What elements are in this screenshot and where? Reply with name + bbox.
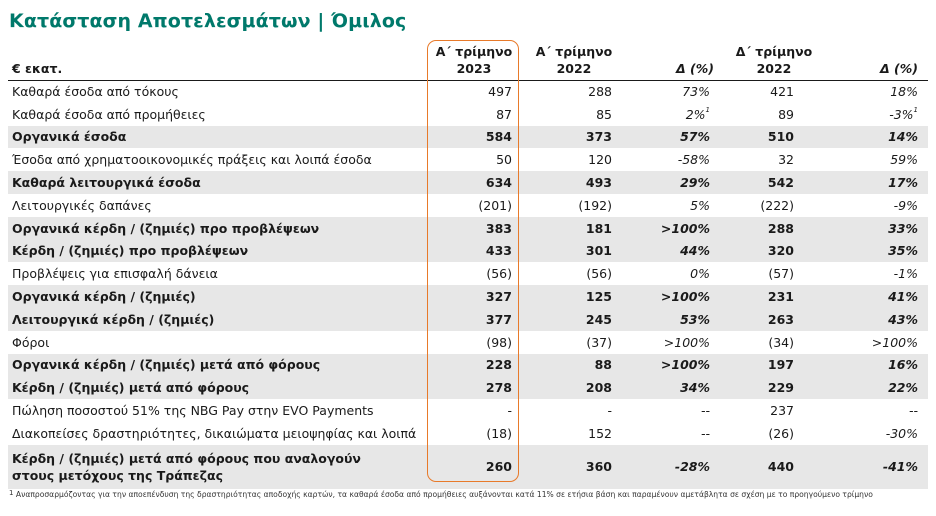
- delta-yoy: 57%: [680, 129, 710, 145]
- table-row: [8, 331, 928, 354]
- value-q4-2022: 89: [778, 106, 794, 122]
- delta-qoq: -3%$^1$: [889, 105, 918, 122]
- delta-qoq: 43%: [888, 311, 918, 327]
- header-q1-2022: Α΄ τρίμηνο 2022: [535, 43, 613, 76]
- row-label: Πώληση ποσοστού 51% της NBG Pay στην EVO Payments: [12, 403, 374, 419]
- delta-qoq: 41%: [888, 289, 918, 305]
- delta-yoy: --: [700, 403, 710, 419]
- row-label: Καθαρά έσοδα από προμήθειες: [12, 106, 206, 122]
- row-label: Οργανικά κέρδη / (ζημιές) μετά από φόρους: [12, 357, 321, 373]
- table-row: [8, 217, 928, 240]
- row-label: Οργανικά κέρδη / (ζημιές): [12, 289, 196, 305]
- income-statement-table: [8, 40, 928, 489]
- delta-qoq: 22%: [888, 380, 918, 396]
- value-q1-2023: 383: [485, 220, 512, 236]
- delta-qoq: -41%: [882, 459, 918, 475]
- value-q4-2022: 237: [770, 403, 794, 419]
- value-q1-2022: 152: [588, 425, 612, 441]
- delta-yoy: >100%: [660, 289, 710, 305]
- table-row: [8, 262, 928, 285]
- row-label: Έσοδα από χρηματοοικονομικές πράξεις και λοιπά έσοδα: [12, 152, 372, 168]
- value-q1-2022: 125: [585, 289, 612, 305]
- value-q1-2022: 360: [585, 459, 612, 475]
- delta-qoq: 16%: [888, 357, 918, 373]
- header-delta-qoq: Δ (%): [880, 60, 918, 76]
- value-q1-2022: 181: [585, 220, 612, 236]
- value-q1-2022: 288: [588, 84, 612, 100]
- page-title: Κατάσταση Αποτελεσμάτων | Όμιλος: [9, 10, 407, 32]
- row-label: Κέρδη / (ζημιές) μετά από φόρους: [12, 380, 250, 396]
- value-q1-2022: 493: [585, 175, 612, 191]
- value-q1-2023: 497: [488, 84, 512, 100]
- table-row: [8, 285, 928, 308]
- table-row: [8, 308, 928, 331]
- table-row: [8, 103, 928, 126]
- value-q1-2022: 301: [585, 243, 612, 259]
- table-row: [8, 422, 928, 445]
- row-label: Κέρδη / (ζημιές) προ προβλέψεων: [12, 243, 249, 259]
- delta-yoy: -28%: [674, 459, 710, 475]
- value-q1-2022: 208: [585, 380, 612, 396]
- value-q4-2022: (26): [768, 425, 794, 441]
- delta-qoq: 14%: [888, 129, 918, 145]
- delta-qoq: -30%: [885, 425, 918, 441]
- delta-yoy: 73%: [682, 84, 710, 100]
- delta-qoq: >100%: [871, 334, 918, 350]
- value-q4-2022: (34): [768, 334, 794, 350]
- value-q4-2022: 288: [767, 220, 794, 236]
- value-q1-2023: 634: [485, 175, 512, 191]
- header-q4-2022: Δ΄ τρίμηνο 2022: [735, 43, 813, 76]
- value-q4-2022: (57): [768, 266, 794, 282]
- delta-qoq: 59%: [890, 152, 918, 168]
- row-label: Καθαρά έσοδα από τόκους: [12, 84, 179, 100]
- value-q1-2022: (37): [586, 334, 612, 350]
- table-header-row: [8, 40, 928, 80]
- value-q1-2023: (18): [486, 425, 512, 441]
- delta-yoy: 5%: [690, 197, 710, 213]
- row-label: Καθαρά λειτουργικά έσοδα: [12, 175, 201, 191]
- value-q1-2023: 433: [485, 243, 512, 259]
- value-q1-2023: (56): [486, 266, 512, 282]
- delta-yoy: --: [700, 425, 710, 441]
- value-q4-2022: 231: [767, 289, 794, 305]
- delta-qoq: 33%: [888, 220, 918, 236]
- table-row: [8, 80, 928, 103]
- value-q1-2023: 87: [496, 106, 512, 122]
- row-label: Λειτουργικές δαπάνες: [12, 197, 152, 213]
- value-q1-2022: (192): [578, 197, 612, 213]
- delta-yoy: 34%: [680, 380, 710, 396]
- table-row: [8, 194, 928, 217]
- delta-yoy: >100%: [663, 334, 710, 350]
- delta-qoq: --: [908, 403, 918, 419]
- value-q1-2022: 120: [588, 152, 612, 168]
- value-q1-2023: (98): [486, 334, 512, 350]
- row-label: Οργανικά κέρδη / (ζημιές) προ προβλέψεων: [12, 220, 320, 236]
- value-q4-2022: (222): [760, 197, 794, 213]
- delta-yoy: >100%: [660, 220, 710, 236]
- value-q4-2022: 320: [767, 243, 794, 259]
- row-label: Κέρδη / (ζημιές) μετά από φόρους που αναλογούν στους μετόχους της Τράπεζας: [12, 450, 361, 483]
- value-q1-2023: 50: [496, 152, 512, 168]
- value-q1-2023: 584: [485, 129, 512, 145]
- table-row: [8, 354, 928, 377]
- value-q4-2022: 32: [778, 152, 794, 168]
- value-q1-2022: 245: [585, 311, 612, 327]
- delta-qoq: 17%: [888, 175, 918, 191]
- table-row: [8, 126, 928, 149]
- value-q4-2022: 421: [770, 84, 794, 100]
- row-label: Προβλέψεις για επισφαλή δάνεια: [12, 266, 218, 282]
- header-q1-2023: Α΄ τρίμηνο 2023: [435, 43, 513, 76]
- table-row: [8, 445, 928, 489]
- delta-yoy: 2%$^1$: [685, 105, 710, 122]
- table-row: [8, 399, 928, 422]
- row-label: Λειτουργικά κέρδη / (ζημιές): [12, 311, 215, 327]
- delta-yoy: 44%: [680, 243, 710, 259]
- row-label: Φόροι: [12, 334, 50, 350]
- delta-yoy: -58%: [677, 152, 710, 168]
- value-q4-2022: 229: [767, 380, 794, 396]
- value-q1-2023: 228: [485, 357, 512, 373]
- delta-yoy: 0%: [690, 266, 710, 282]
- footnote: $^1$ Αναπροσαρμόζοντας για την αποεπένδυση της δραστηριότητας αποδοχής καρτών, τα καθαρά έσοδα από προμήθειες αυξάνονται κατά 11% σε ετήσια βάση και παραμένουν αμετάβλητα σε σχέση με το προηγούμενο τρίμηνο: [9, 490, 873, 499]
- value-q4-2022: 510: [767, 129, 794, 145]
- value-q1-2022: 85: [596, 106, 612, 122]
- value-q1-2022: 88: [594, 357, 612, 373]
- delta-qoq: 35%: [888, 243, 918, 259]
- value-q1-2023: 260: [485, 459, 512, 475]
- value-q1-2023: (201): [478, 197, 512, 213]
- table-row: [8, 171, 928, 194]
- delta-qoq: -9%: [893, 197, 918, 213]
- value-q4-2022: 542: [767, 175, 794, 191]
- delta-qoq: 18%: [890, 84, 918, 100]
- table-row: [8, 148, 928, 171]
- value-q1-2023: 377: [485, 311, 512, 327]
- delta-yoy: 29%: [680, 175, 710, 191]
- value-q1-2023: 278: [485, 380, 512, 396]
- delta-yoy: >100%: [660, 357, 710, 373]
- value-q1-2023: -: [507, 403, 512, 419]
- value-q4-2022: 197: [767, 357, 794, 373]
- header-delta-yoy: Δ (%): [676, 60, 714, 76]
- header-unit-label: € εκατ.: [12, 60, 63, 76]
- value-q4-2022: 263: [767, 311, 794, 327]
- value-q1-2022: (56): [586, 266, 612, 282]
- table-row: [8, 240, 928, 263]
- delta-qoq: -1%: [893, 266, 918, 282]
- value-q4-2022: 440: [767, 459, 794, 475]
- table-row: [8, 376, 928, 399]
- value-q1-2022: 373: [585, 129, 612, 145]
- value-q1-2022: -: [607, 403, 612, 419]
- row-label: Διακοπείσες δραστηριότητες, δικαιώματα μειοψηφίας και λοιπά: [12, 425, 417, 441]
- delta-yoy: 53%: [680, 311, 710, 327]
- value-q1-2023: 327: [485, 289, 512, 305]
- row-label: Οργανικά έσοδα: [12, 129, 127, 145]
